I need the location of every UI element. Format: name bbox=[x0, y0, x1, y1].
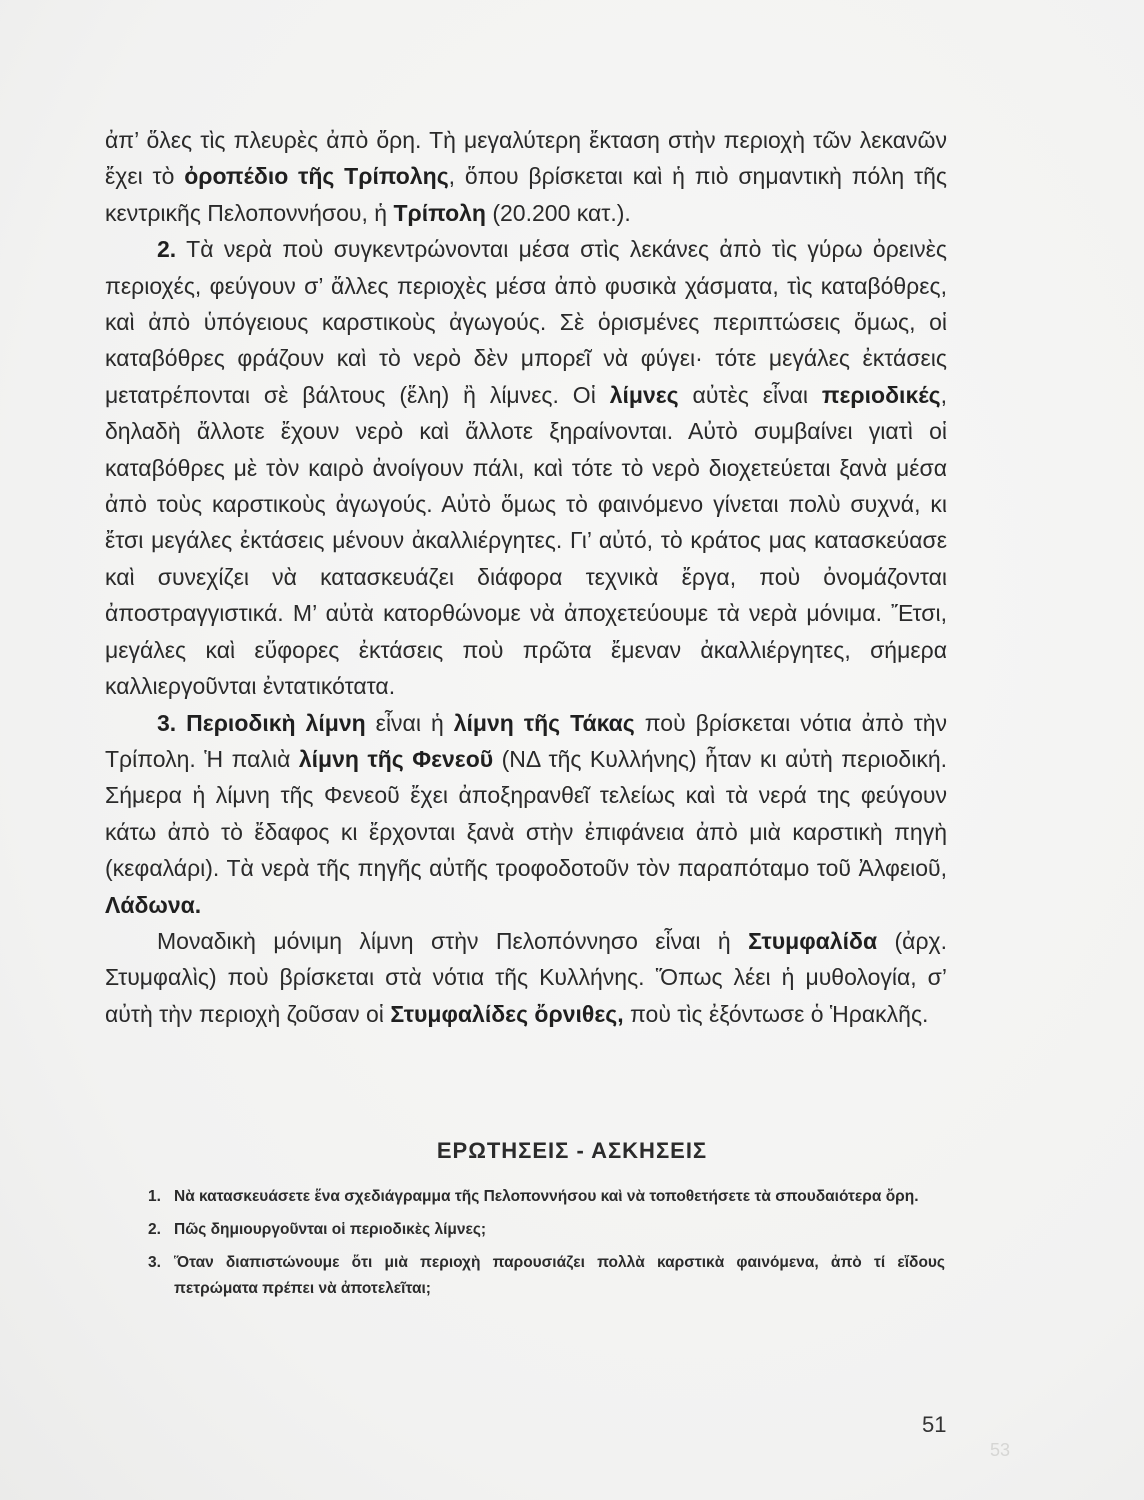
paragraph bbox=[105, 705, 947, 923]
text-run: εἶναι ἡ bbox=[365, 709, 454, 736]
text-run: Μοναδικὴ μόνιμη λίμνη στὴν Πελοπόννησο εἶναι ἡ bbox=[157, 927, 749, 954]
bold-term: λίμνη τῆς Τάκας bbox=[453, 709, 635, 736]
bold-term: Στυμφαλίδα bbox=[748, 927, 878, 954]
exercises-list bbox=[148, 1184, 945, 1309]
text-run: ποὺ τὶς ἐξόντωσε ὁ Ἡρακλῆς. bbox=[623, 1000, 929, 1027]
exercise-text: Ὅταν διαπιστώνουμε ὅτι μιὰ περιοχὴ παρουσιάζει πολλὰ καρστικὰ φαινόμενα, ἀπὸ τί εἴδους πετρώματα πρέπει νὰ ἀποτελεῖται; bbox=[174, 1254, 945, 1297]
bold-term: Στυμφαλίδες ὄρνιθες, bbox=[390, 1000, 624, 1027]
exercise-number: 1. bbox=[148, 1188, 161, 1205]
bold-term: λίμνες bbox=[609, 381, 679, 408]
exercises-title: ΕΡΩΤΗΣΕΙΣ - ΑΣΚΗΣΕΙΣ bbox=[436, 1138, 708, 1163]
main-text bbox=[105, 122, 947, 1032]
text-run: (ΝΔ τῆς Κυλλήνης) ἦταν κι αὐτὴ περιοδική. Σήμερα ἡ λίμνη τῆς Φενεοῦ ἔχει ἀποξηρανθεῖ τελείως καὶ τὰ νερά της φεύγουν κάτω ἀπὸ τὸ ἔδαφος κι ἔρχονται ξανὰ στὴν ἐπιφάνεια ἀπὸ μιὰ καρστικὴ πηγὴ (κεφαλάρι). Τὰ νερὰ τῆς πηγῆς αὐτῆς τροφοδοτοῦν τὸν παραπόταμο τοῦ Ἀλφειοῦ, bbox=[105, 745, 948, 882]
bold-term: 3. Περιοδικὴ λίμνη bbox=[157, 709, 366, 736]
show-through-text: 53 bbox=[990, 1440, 1011, 1460]
exercise-text: Πῶς δημιουργοῦνται οἱ περιοδικὲς λίμνες; bbox=[174, 1221, 487, 1238]
exercise-item bbox=[148, 1250, 945, 1302]
paragraph bbox=[105, 923, 947, 1032]
paragraph bbox=[105, 231, 947, 704]
bold-term: Λάδωνα. bbox=[105, 891, 202, 918]
bold-term: 2. bbox=[157, 236, 177, 263]
paragraph bbox=[105, 122, 947, 231]
text-run: Τὰ νερὰ ποὺ συγκεντρώνονται μέσα στὶς λεκάνες ἀπὸ τὶς γύρω ὀρεινὲς περιοχές, φεύγουν σ’ ἄλλες περιοχὲς μέσα ἀπὸ φυσικὰ χάσματα, τὶς καταβόθρες, καὶ ἀπὸ ὑπόγειους καρστικοὺς ἀγωγούς. Σὲ ὁρισμένες περιπτώσεις ὅμως, οἱ καταβόθρες φράζουν καὶ τὸ νερὸ δὲν μπορεῖ νὰ φύγει· τότε μεγάλες ἐκτάσεις μετατρέπονται σὲ βάλτους (ἕλη) ἢ λίμνες. Οἱ bbox=[105, 236, 947, 408]
exercise-number: 3. bbox=[148, 1254, 161, 1271]
text-run: ἀπ’ ὅλες τὶς πλευρὲς ἀπὸ ὄρη. Τὴ μεγαλύτερη ἔκταση στὴν περιοχὴ τῶν λεκανῶν ἔχει τὸ bbox=[105, 127, 947, 190]
exercise-text: Νὰ κατασκευάσετε ἕνα σχεδιάγραμμα τῆς Πελοποννήσου καὶ νὰ τοποθετήσετε τὰ σπουδαιότερα ὄρη. bbox=[174, 1188, 919, 1205]
text-run: ποὺ βρίσκεται νότια ἀπὸ τὴν Τρίπολη. Ἡ παλιὰ bbox=[105, 709, 947, 772]
text-run: , δηλαδὴ ἄλλοτε ἔχουν νερὸ καὶ ἄλλοτε ξηραίνονται. Αὐτὸ συμβαίνει γιατὶ οἱ καταβόθρες μὲ τὸν καιρὸ ἀνοίγουν πάλι, καὶ τότε τὸ νερὸ διοχετεύεται ξανὰ μέσα ἀπὸ τοὺς καρστικοὺς ἀγωγούς. Αὐτὸ ὅμως τὸ φαινόμενο γίνεται πολὺ συχνά, κι ἔτσι μεγάλες ἐκτάσεις μένουν ἀκαλλιέργητες. Γι’ αὐτό, τὸ κράτος μας κατασκεύασε καὶ συνεχίζει νὰ κατασκευάζει διάφορα τεχνικὰ ἔργα, ποὺ ὀνομάζονται ἀποστραγγιστικά. Μ’ αὐτὰ κατορθώνομε νὰ ἀποχετεύουμε τὰ νερὰ μόνιμα. Ἔτσι, μεγάλες καὶ εὔφορες ἐκτάσεις ποὺ πρῶτα ἔμεναν ἀκαλλιέργητες, σήμερα καλλιεργοῦνται ἐντατικότατα. bbox=[105, 381, 947, 700]
bold-term: περιοδικές bbox=[821, 381, 941, 408]
text-run: αὐτὲς εἶναι bbox=[678, 381, 822, 408]
text-run: (20.200 κατ.). bbox=[485, 199, 631, 226]
exercise-item bbox=[148, 1184, 945, 1210]
bold-term: λίμνη τῆς Φενεοῦ bbox=[298, 745, 494, 772]
bold-term: ὀροπέδιο τῆς Τρίπολης bbox=[184, 163, 449, 190]
text-run: (ἀρχ. Στυμφαλὶς) ποὺ βρίσκεται στὰ νότια τῆς Κυλλήνης. Ὅπως λέει ἡ μυθολογία, σ’ αὐτὴ τὴν περιοχὴ ζοῦσαν οἱ bbox=[105, 927, 947, 1027]
bold-term: Τρίπολη bbox=[393, 199, 486, 226]
page-number: 51 bbox=[922, 1412, 947, 1437]
exercise-number: 2. bbox=[148, 1221, 161, 1238]
exercise-item bbox=[148, 1217, 945, 1243]
text-run: , ὅπου βρίσκεται καὶ ἡ πιὸ σημαντικὴ πόλη τῆς κεντρικῆς Πελοποννήσου, ἡ bbox=[105, 163, 947, 226]
